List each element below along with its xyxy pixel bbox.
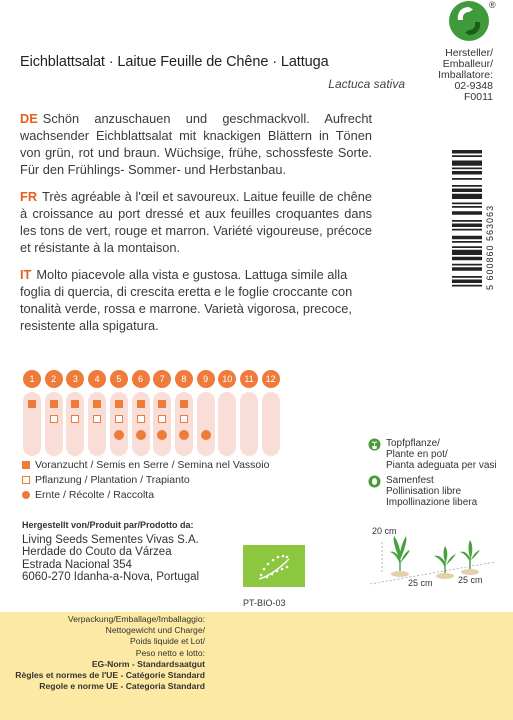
pot-plant-info <box>372 438 497 471</box>
legend-harvest <box>22 489 154 501</box>
harvest-dot-icon <box>22 491 30 499</box>
packaging-line: Peso netto e lotto: <box>135 647 205 658</box>
packaging-line: Nettogewicht und Charge/ <box>105 625 205 636</box>
month-circle: 3 <box>66 370 84 388</box>
planting-mark <box>71 415 79 423</box>
planting-mark <box>158 415 166 423</box>
month-circle: 8 <box>175 370 193 388</box>
manufacturer-code: F0011 <box>464 91 493 103</box>
manufacturer-line: Imballatore: <box>438 69 493 81</box>
packaging-line: Verpackung/Emballage/Imballaggio: <box>67 614 205 624</box>
sowing-mark <box>50 400 58 408</box>
packaging-info <box>0 614 205 692</box>
product-title: Eichblattsalat · Laitue Feuille de Chêne · Lattuga <box>20 54 329 70</box>
sowing-square-icon <box>22 461 30 469</box>
month-bar <box>218 392 236 456</box>
info-line: Samenfest <box>386 475 434 486</box>
barcode-bar <box>452 224 482 228</box>
month-bar <box>197 392 215 456</box>
barcode-bar <box>452 236 482 240</box>
description-text: Molto piacevole alla vista e gustosa. Lattuga simile alla foglia di quercia, di crescita eretta e le foglie croccante con tonalità verde, rossa e marrone. Varietà vigorosa, precoce, resistente alla spigatura. <box>20 267 353 333</box>
packaging-line: Poids liquide et Lot/ <box>129 636 205 647</box>
seed-icon <box>368 475 381 488</box>
description-it <box>20 266 372 334</box>
registered-mark-icon: ® <box>489 0 496 10</box>
manufacturer-code: 02-9348 <box>454 80 493 92</box>
sowing-mark <box>71 400 79 408</box>
barcode-bar <box>452 211 482 215</box>
language-code-it: IT <box>20 267 32 282</box>
plant-spacing-diagram <box>370 522 495 592</box>
packaging-standard: EG-Norm - Standardsaatgut <box>91 658 205 669</box>
barcode-bar <box>452 257 482 261</box>
planting-mark <box>180 415 188 423</box>
eu-organic-leaf-icon <box>243 545 305 587</box>
month-circle: 12 <box>262 370 280 388</box>
language-code-fr: FR <box>20 189 38 204</box>
producer-line: 6060-270 Idanha-a-Nova, Portugal <box>22 571 200 583</box>
description-text: Schön anzuschauen und geschmackvoll. Aufrecht wachsender Eichblattsalat mit knackigen Blättern in Tönen von grün, rot und braun. Wüchsige, frühe, schossfeste Sorte. Für den Frühlings- Sommer- und Herbstanbau. <box>20 111 372 177</box>
barcode-bar <box>452 250 482 255</box>
manufacturer-info <box>438 48 493 103</box>
barcode-bar <box>452 178 482 180</box>
barcode-bar <box>452 150 482 154</box>
legend-label: Voranzucht / Semis en Serre / Semina nel Vassoio <box>35 459 270 471</box>
legend-label: Pflanzung / Plantation / Trapianto <box>35 474 190 486</box>
manufacturer-line: Hersteller/ <box>445 47 493 59</box>
info-line: Pollinisation libre <box>386 486 462 497</box>
producer-line: Living Seeds Sementes Vivas S.A. <box>22 533 199 546</box>
plant-spacing-label: 25 cm <box>458 575 483 585</box>
plant-height-label: 20 cm <box>372 526 397 536</box>
latin-name: Lactuca sativa <box>328 77 405 91</box>
barcode-bar <box>452 276 482 278</box>
month-circle: 9 <box>197 370 215 388</box>
sowing-mark <box>180 400 188 408</box>
barcode-bar <box>452 280 482 284</box>
barcode-digits: 5 600860 563063 <box>485 204 495 290</box>
month-circle: 4 <box>88 370 106 388</box>
barcode-bar <box>452 206 482 208</box>
barcode-bar <box>452 185 482 187</box>
barcode-bar <box>452 189 482 193</box>
barcode-bar <box>452 161 482 166</box>
barcode-bar <box>452 285 482 287</box>
barcode-bar <box>452 155 482 157</box>
barcode-bar <box>452 171 482 175</box>
month-circle: 1 <box>23 370 41 388</box>
barcode-bar <box>452 194 482 199</box>
barcode-bar <box>452 246 482 248</box>
month-circle: 11 <box>240 370 258 388</box>
barcode-bar <box>452 203 482 205</box>
legend-label: Ernte / Récolte / Raccolta <box>35 489 155 501</box>
sowing-mark <box>93 400 101 408</box>
month-circle: 2 <box>45 370 63 388</box>
harvest-mark <box>114 430 124 440</box>
sowing-mark <box>28 400 36 408</box>
producer-heading: Hergestellt von/Produit par/Prodotto da: <box>22 520 194 530</box>
packaging-standard: Règles et normes de l'UE - Catégorie Standard <box>15 670 205 681</box>
planting-mark <box>50 415 58 423</box>
month-circle: 5 <box>110 370 128 388</box>
planting-mark <box>93 415 101 423</box>
recycle-arrows-icon <box>449 1 489 41</box>
harvest-mark <box>136 430 146 440</box>
barcode-bar <box>452 241 482 243</box>
legend-sowing <box>22 459 269 471</box>
sowing-mark <box>158 400 166 408</box>
planting-mark <box>115 415 123 423</box>
sowing-mark <box>115 400 123 408</box>
description-de <box>20 110 372 178</box>
info-line: Pianta adeguata per vasi <box>386 460 497 471</box>
planting-mark <box>137 415 145 423</box>
barcode-bar <box>452 229 482 231</box>
barcode-bar <box>452 267 482 271</box>
barcode-bar <box>452 168 482 170</box>
row-spacing-label: 25 cm <box>408 578 433 588</box>
producer-line: Herdade do Couto da Várzea <box>22 546 172 558</box>
month-bar <box>262 392 280 456</box>
producer-info <box>22 519 199 584</box>
sowing-mark <box>137 400 145 408</box>
eu-organic-code: PT-BIO-03 <box>243 598 286 608</box>
description-fr <box>20 188 372 256</box>
packaging-standard: Regole e norme UE - Categoria Standard <box>39 681 205 692</box>
month-circle: 6 <box>132 370 150 388</box>
planting-square-icon <box>22 476 30 484</box>
month-circle: 10 <box>218 370 236 388</box>
seed-info <box>372 475 477 508</box>
manufacturer-line: Emballeur/ <box>442 58 493 70</box>
green-dot-logo <box>449 1 489 41</box>
harvest-mark <box>179 430 189 440</box>
legend-planting <box>22 474 190 486</box>
barcode-bar <box>452 220 482 222</box>
month-bar <box>240 392 258 456</box>
info-line: Plante en pot/ <box>386 449 448 460</box>
producer-line: Estrada Nacional 354 <box>22 558 132 571</box>
barcode-bar <box>452 264 482 266</box>
info-line: Topfpflanze/ <box>386 438 440 449</box>
description-text: Très agréable à l'œil et savoureux. Laitue feuille de chêne à croissance au port dressé et aux feuilles croquantes dans les tons de vert, rouge et marron. Variété vigoureuse, précoce et résistante à la montaison. <box>20 189 372 255</box>
month-circle: 7 <box>153 370 171 388</box>
pot-plant-icon <box>368 438 381 451</box>
language-code-de: DE <box>20 111 38 126</box>
info-line: Impollinazione libera <box>386 497 478 508</box>
harvest-mark <box>201 430 211 440</box>
